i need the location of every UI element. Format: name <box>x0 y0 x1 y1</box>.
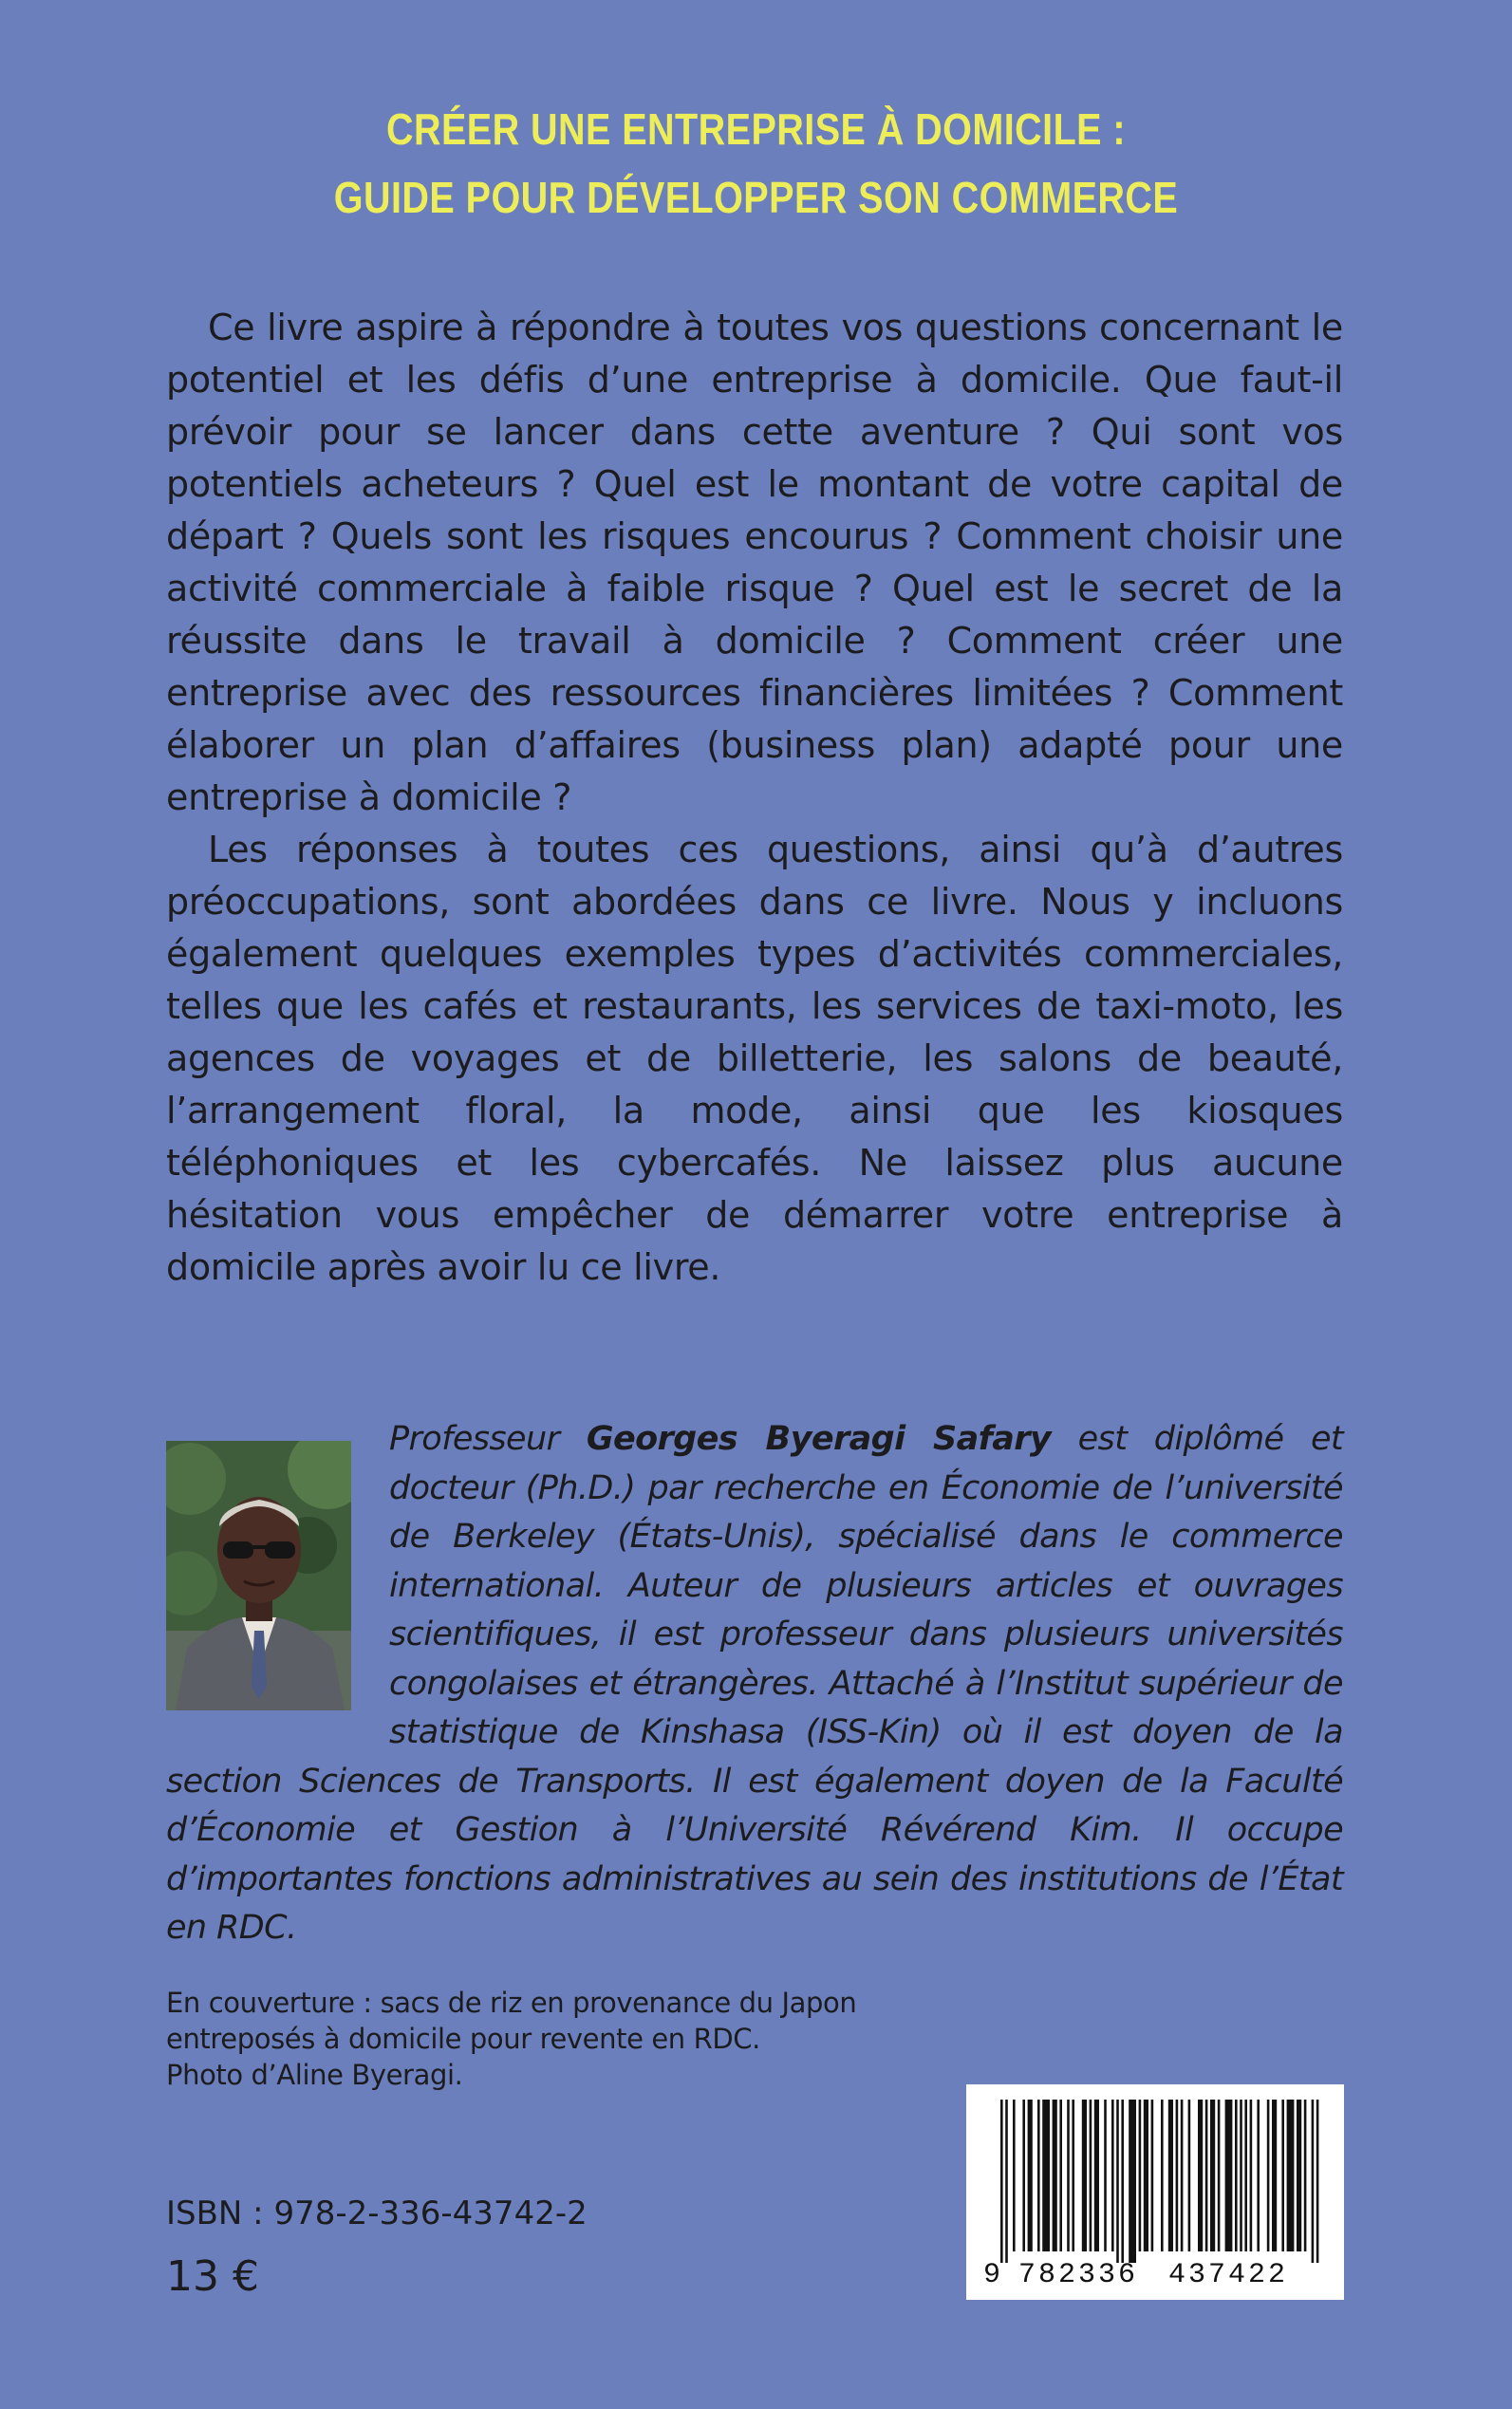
barcode-bar <box>1198 2100 1203 2251</box>
book-title-line-1: CRÉER UNE ENTREPRISE À DOMICILE : <box>385 104 1127 154</box>
barcode-bar <box>1090 2100 1092 2251</box>
barcode-bar <box>1028 2100 1033 2251</box>
barcode-bar <box>1139 2100 1142 2251</box>
barcode-bar <box>1121 2100 1124 2263</box>
barcode-bar <box>1104 2100 1107 2251</box>
author-prefix: Professeur <box>389 1420 560 1458</box>
barcode-bar <box>1067 2100 1070 2251</box>
barcode-bar <box>1304 2100 1307 2251</box>
barcode-group-1: 782336 <box>1017 2259 1139 2291</box>
barcode-bar <box>1210 2100 1215 2251</box>
book-title <box>106 95 1407 232</box>
barcode-bar <box>1042 2100 1050 2251</box>
photo-spacer <box>166 1415 389 1719</box>
barcode-bar <box>1267 2100 1270 2251</box>
barcode-first-digit: 9 <box>983 2259 1001 2291</box>
cover-credit-line-3: Photo d’Aline Byeragi. <box>166 2059 463 2091</box>
cover-credit-line-2: entreposés à domicile pour revente en RDC. <box>166 2023 760 2055</box>
barcode-bar <box>1116 2100 1119 2263</box>
barcode-bar <box>1094 2100 1099 2251</box>
barcode-bar <box>1059 2100 1062 2251</box>
barcode-bar <box>1316 2100 1319 2263</box>
barcode-bar <box>1235 2100 1238 2251</box>
barcode-bar <box>1168 2100 1173 2251</box>
barcode-bar <box>1188 2100 1191 2251</box>
isbn: ISBN : 978-2-336-43742-2 <box>166 2194 588 2232</box>
barcode-bar <box>1281 2100 1284 2251</box>
barcode-bar <box>1176 2100 1179 2251</box>
summary-paragraph-1: Ce livre aspire à répondre à toutes vos questions concernant le potentiel et les défis d’une entreprise à domicile. Que faut-il prévoir pour se lancer dans cette aventure ? Qui sont vos potentiels acheteurs ? Quel est le montant de votre capital de départ ? Quels sont les risques encourus ? Comment choisir une activité commerciale à faible risque ? Quel est le secret de la réussite dans le travail à domicile ? Comment créer une entreprise avec des ressources financières limitées ? Comment élaborer un plan d’affaires (business plan) adapté pour une entreprise à domicile ? <box>166 307 1343 818</box>
barcode-bar <box>1225 2100 1233 2251</box>
barcode-group-2: 437422 <box>1167 2259 1289 2291</box>
barcode-bar <box>1297 2100 1301 2251</box>
barcode-bar <box>1272 2100 1277 2251</box>
book-title-line-2: GUIDE POUR DÉVELOPPER SON COMMERCE <box>333 173 1179 222</box>
barcode-bar <box>1111 2100 1114 2251</box>
barcode-bar <box>1000 2100 1003 2263</box>
barcode-bar <box>1013 2100 1016 2251</box>
barcode-bar <box>1161 2100 1164 2251</box>
summary-paragraph-2: Les réponses à toutes ces questions, ainsi qu’à d’autres préoccupations, sont abordées dans ce livre. Nous y incluons également quelques exemples types d’activités commerciales, telles que les cafés et restaurants, les services de taxi-moto, les agences de voyages et de billetterie, les salons de beauté, l’arrangement floral, la mode, ainsi que les kiosques téléphoniques et les cybercafés. Ne laissez plus aucune hésitation vous empêcher de démarrer votre entreprise à domicile après avoir lu ce livre. <box>166 829 1343 1288</box>
barcode-bar <box>1312 2100 1315 2263</box>
barcode-bar <box>1181 2100 1184 2251</box>
barcode-bar <box>1144 2100 1148 2251</box>
barcode-bars <box>1000 2100 1318 2263</box>
barcode-bar <box>1151 2100 1154 2251</box>
barcode-bar <box>1072 2100 1074 2251</box>
price: 13 € <box>166 2252 259 2301</box>
barcode-bar <box>1082 2100 1087 2251</box>
barcode-bar <box>1244 2100 1247 2251</box>
barcode-bar <box>1250 2100 1253 2251</box>
barcode-bar <box>1287 2100 1295 2251</box>
cover-credit <box>166 1985 856 2093</box>
barcode-bar <box>1218 2100 1221 2251</box>
barcode-bar <box>1240 2100 1242 2251</box>
barcode-bar <box>1053 2100 1057 2251</box>
author-name: Georges Byeragi Safary <box>586 1420 1052 1458</box>
barcode-bar <box>1005 2100 1008 2263</box>
barcode <box>966 2084 1344 2300</box>
barcode-image <box>966 2084 1344 2300</box>
book-summary <box>166 302 1343 1294</box>
cover-credit-line-1: En couverture : sacs de riz en provenance du Japon <box>166 1987 857 2019</box>
barcode-bar <box>1037 2100 1040 2251</box>
barcode-bar <box>1022 2100 1025 2251</box>
barcode-bar <box>1205 2100 1208 2251</box>
barcode-bar <box>1129 2100 1136 2263</box>
author-bio-text: est diplômé et docteur (Ph.D.) par recherche en Économie de l’université de Berkeley (États-Unis), spécialisé dans le commerce international. Auteur de plusieurs articles et ouvrages scientifiques, il est professeur dans plusieurs universités congolaises et étrangères. Attaché à l’Institut supérieur de statistique de Kinshasa (ISS-Kin) où il est doyen de la section Sciences de Transports. Il est également doyen de la Faculté d’Économie et Gestion à l’Université Révérend Kim. Il occupe d’importantes fonctions administratives au sein des institutions de l’État en RDC. <box>166 1420 1344 1947</box>
barcode-bar <box>1257 2100 1260 2251</box>
author-bio <box>166 1415 1343 1953</box>
